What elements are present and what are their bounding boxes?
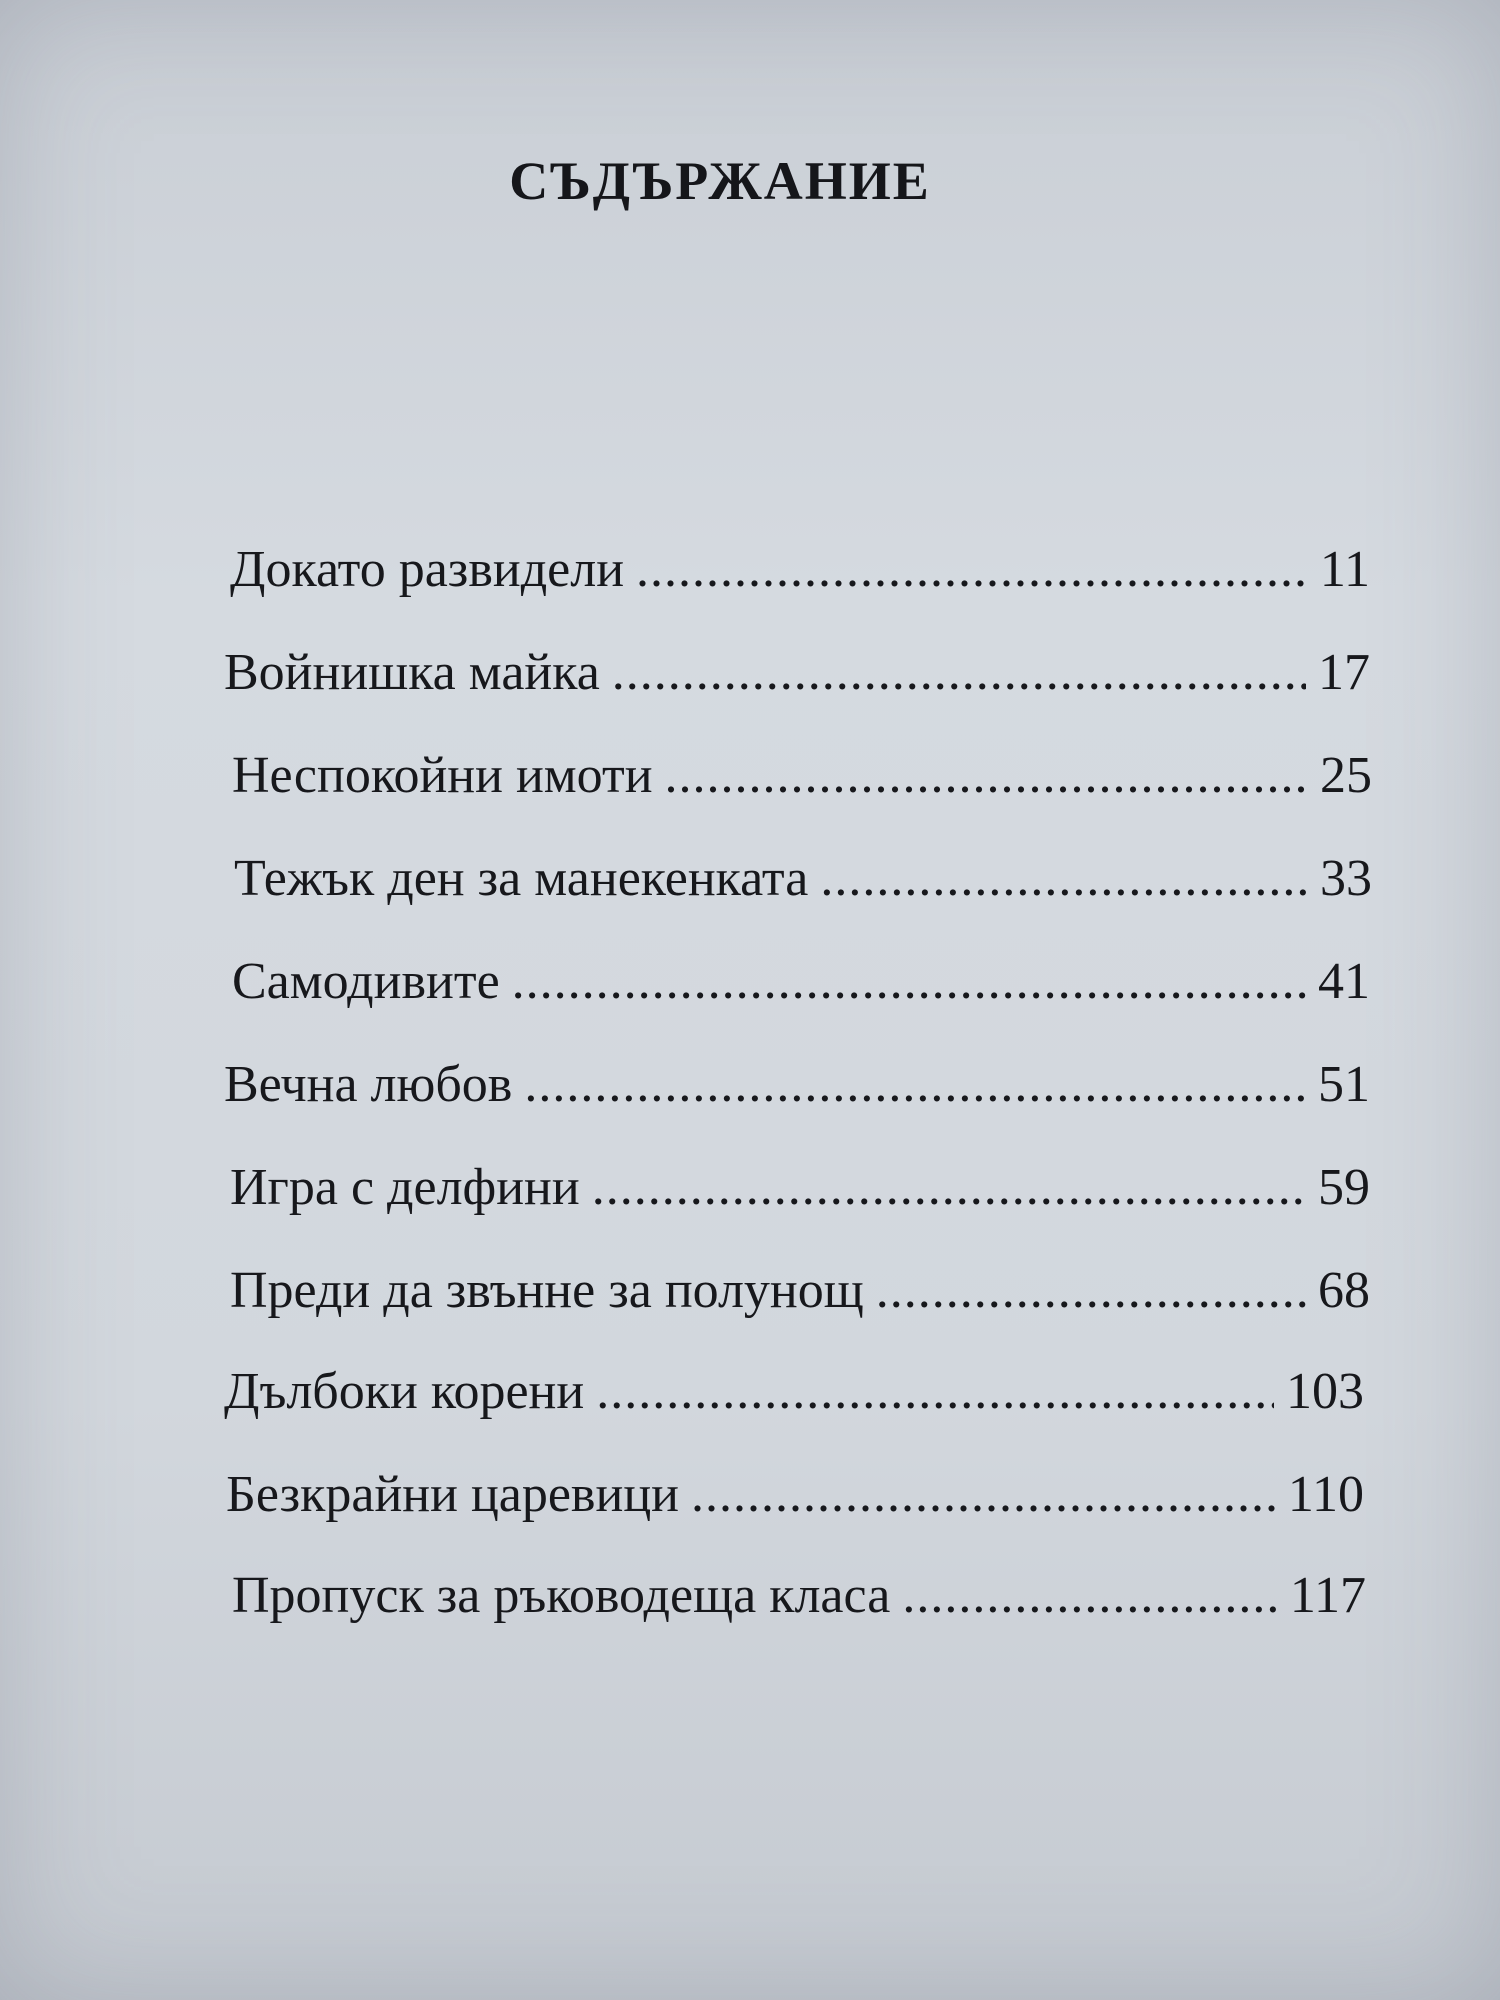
toc-entry-page: 11 xyxy=(1319,541,1370,598)
toc-entry xyxy=(232,1566,1366,1636)
dot-leader xyxy=(876,1261,1306,1320)
dot-leader xyxy=(596,1362,1274,1421)
toc-entry-page: 41 xyxy=(1318,953,1370,1010)
dot-leader xyxy=(691,1465,1276,1524)
toc-entry-page: 110 xyxy=(1287,1466,1364,1523)
dot-leader xyxy=(820,849,1308,908)
toc-entry xyxy=(224,643,1370,713)
toc-entry-title: Докато развидели xyxy=(230,541,625,598)
toc-entry-page: 103 xyxy=(1286,1363,1364,1420)
toc-entry-page: 17 xyxy=(1318,644,1370,701)
dot-leader xyxy=(592,1158,1306,1217)
dot-leader xyxy=(636,540,1308,599)
dot-leader xyxy=(612,643,1306,702)
toc-entry xyxy=(230,1261,1370,1331)
toc-entry-page: 117 xyxy=(1289,1567,1366,1624)
toc-entry xyxy=(234,849,1372,919)
toc-entry xyxy=(232,952,1370,1022)
toc-entry-title: Безкрайни царевици xyxy=(226,1466,679,1523)
dot-leader xyxy=(902,1566,1278,1625)
contents-heading: СЪДЪРЖАНИЕ xyxy=(509,151,931,211)
toc-entry-title: Неспокойни имоти xyxy=(232,747,653,804)
toc-entry xyxy=(224,1055,1370,1125)
toc-entry xyxy=(224,1362,1364,1432)
toc-entry xyxy=(232,746,1372,816)
toc-entry-title: Вечна любов xyxy=(224,1056,513,1113)
dot-leader xyxy=(524,1055,1306,1114)
table-of-contents xyxy=(0,540,1500,1740)
toc-entry-page: 33 xyxy=(1320,850,1372,907)
toc-entry xyxy=(226,1465,1364,1535)
toc-entry-title: Войнишка майка xyxy=(224,644,600,701)
toc-entry-title: Дълбоки корени xyxy=(224,1363,585,1420)
toc-entry xyxy=(230,540,1370,610)
toc-entry-page: 25 xyxy=(1320,747,1372,804)
toc-entry xyxy=(230,1158,1370,1228)
dot-leader xyxy=(512,952,1306,1011)
toc-entry-title: Преди да звънне за полунощ xyxy=(230,1262,864,1319)
toc-entry-title: Пропуск за ръководеща класа xyxy=(232,1567,891,1624)
toc-entry-title: Самодивите xyxy=(232,953,500,1010)
toc-entry-page: 68 xyxy=(1318,1262,1370,1319)
dot-leader xyxy=(665,746,1308,805)
toc-entry-page: 59 xyxy=(1318,1159,1370,1216)
toc-entry-page: 51 xyxy=(1318,1056,1370,1113)
toc-entry-title: Игра с делфини xyxy=(230,1159,580,1216)
toc-entry-title: Тежък ден за манекенката xyxy=(234,850,809,907)
